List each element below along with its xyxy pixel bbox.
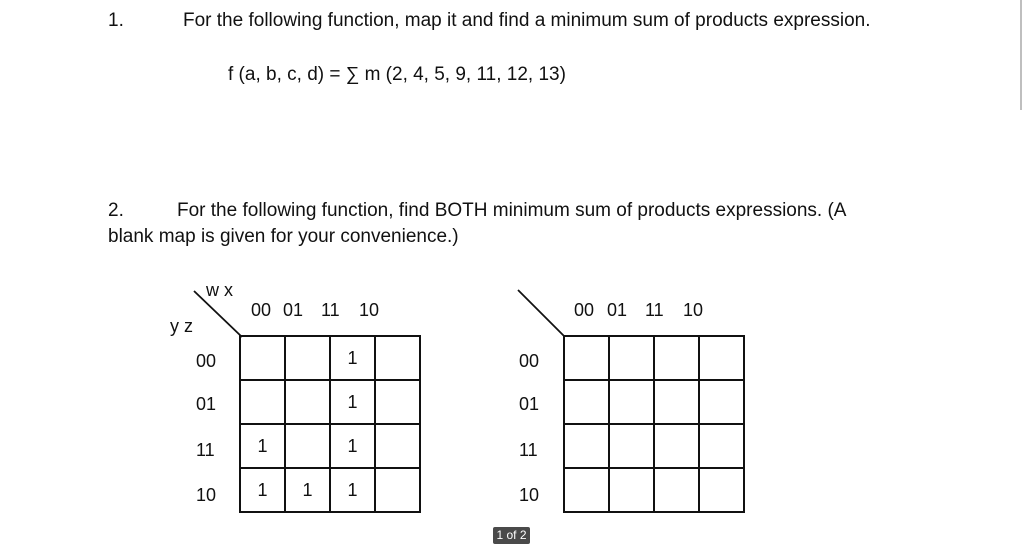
kmap-blank-row-header: 10 [519,485,540,505]
q1-function: f (a, b, c, d) = ∑ m (2, 4, 5, 9, 11, 12, 13) [228,64,566,85]
kmap-cell [240,380,285,424]
kmap-blank-row-header: 01 [519,394,540,414]
kmap-blank-cell [564,336,609,380]
page-indicator: 1 of 2 [493,527,530,544]
kmap-row [240,336,420,380]
scrollbar[interactable] [1020,0,1022,110]
kmap-blank-cell [609,468,654,512]
kmap-row-variable: y z [170,316,194,336]
kmap-cell [240,336,285,380]
kmap-row-header: 01 [196,394,217,414]
kmap-blank-cell [564,380,609,424]
kmap-row-header: 11 [196,440,215,460]
kmap-blank-cell [564,424,609,468]
kmap-col-header: 00 [251,300,272,320]
q2-text-line2: blank map is given for your convenience.) [108,226,459,247]
kmap-blank-col-header: 10 [683,300,704,320]
kmap-blank-cell [699,468,744,512]
kmap-blank-row-header: 00 [519,351,540,371]
kmap-blank-cell [699,380,744,424]
kmap-row [240,424,420,468]
kmap-cell [375,424,420,468]
q1-text: For the following function, map it and find a minimum sum of products expression. [183,10,871,31]
kmap-cell: 1 [330,380,375,424]
kmap-cell: 1 [330,424,375,468]
kmap-cell [285,380,330,424]
kmap-blank-cell [654,336,699,380]
kmap-blank-cell [654,468,699,512]
kmap-blank-row-header: 11 [519,440,538,460]
kmap-col-variable: w x [206,280,233,300]
kmap-cell [375,380,420,424]
kmap-blank-cell [699,336,744,380]
kmap-blank-cell [654,424,699,468]
kmap-blank-cell [699,424,744,468]
kmap-blank-row [564,380,744,424]
kmap-blank-row [564,336,744,380]
kmap-row [240,468,420,512]
kmap-cell: 1 [240,424,285,468]
kmap-cell [375,468,420,512]
q1-number: 1. [108,10,124,31]
kmap-row-header: 00 [196,351,217,371]
q2-text-line1: For the following function, find BOTH minimum sum of products expressions. (A [177,200,847,221]
kmap-row-header: 10 [196,485,217,505]
kmap-blank-cell [609,336,654,380]
kmap-col-header: 10 [359,300,380,320]
kmap-grid [239,335,421,513]
kmap-cell [285,424,330,468]
kmap-blank-col-header: 11 [645,300,664,320]
kmap-blank-cell [564,468,609,512]
kmap-blank-col-header: 01 [607,300,628,320]
kmap-col-header: 11 [321,300,340,320]
kmap-blank-grid [563,335,745,513]
kmap-cell: 1 [330,336,375,380]
kmap-row [240,380,420,424]
kmap-cell: 1 [330,468,375,512]
q2-number: 2. [108,200,124,221]
kmap-blank-cell [609,380,654,424]
kmap-blank-row [564,424,744,468]
kmap-col-header: 01 [283,300,304,320]
kmap-blank-diagonal-line [515,287,575,342]
kmap-cell [375,336,420,380]
kmap-blank-col-header: 00 [574,300,595,320]
kmap-blank-row [564,468,744,512]
kmap-blank-cell [654,380,699,424]
kmap-cell: 1 [285,468,330,512]
kmap-blank-cell [609,424,654,468]
kmap-cell: 1 [240,468,285,512]
kmap-cell [285,336,330,380]
